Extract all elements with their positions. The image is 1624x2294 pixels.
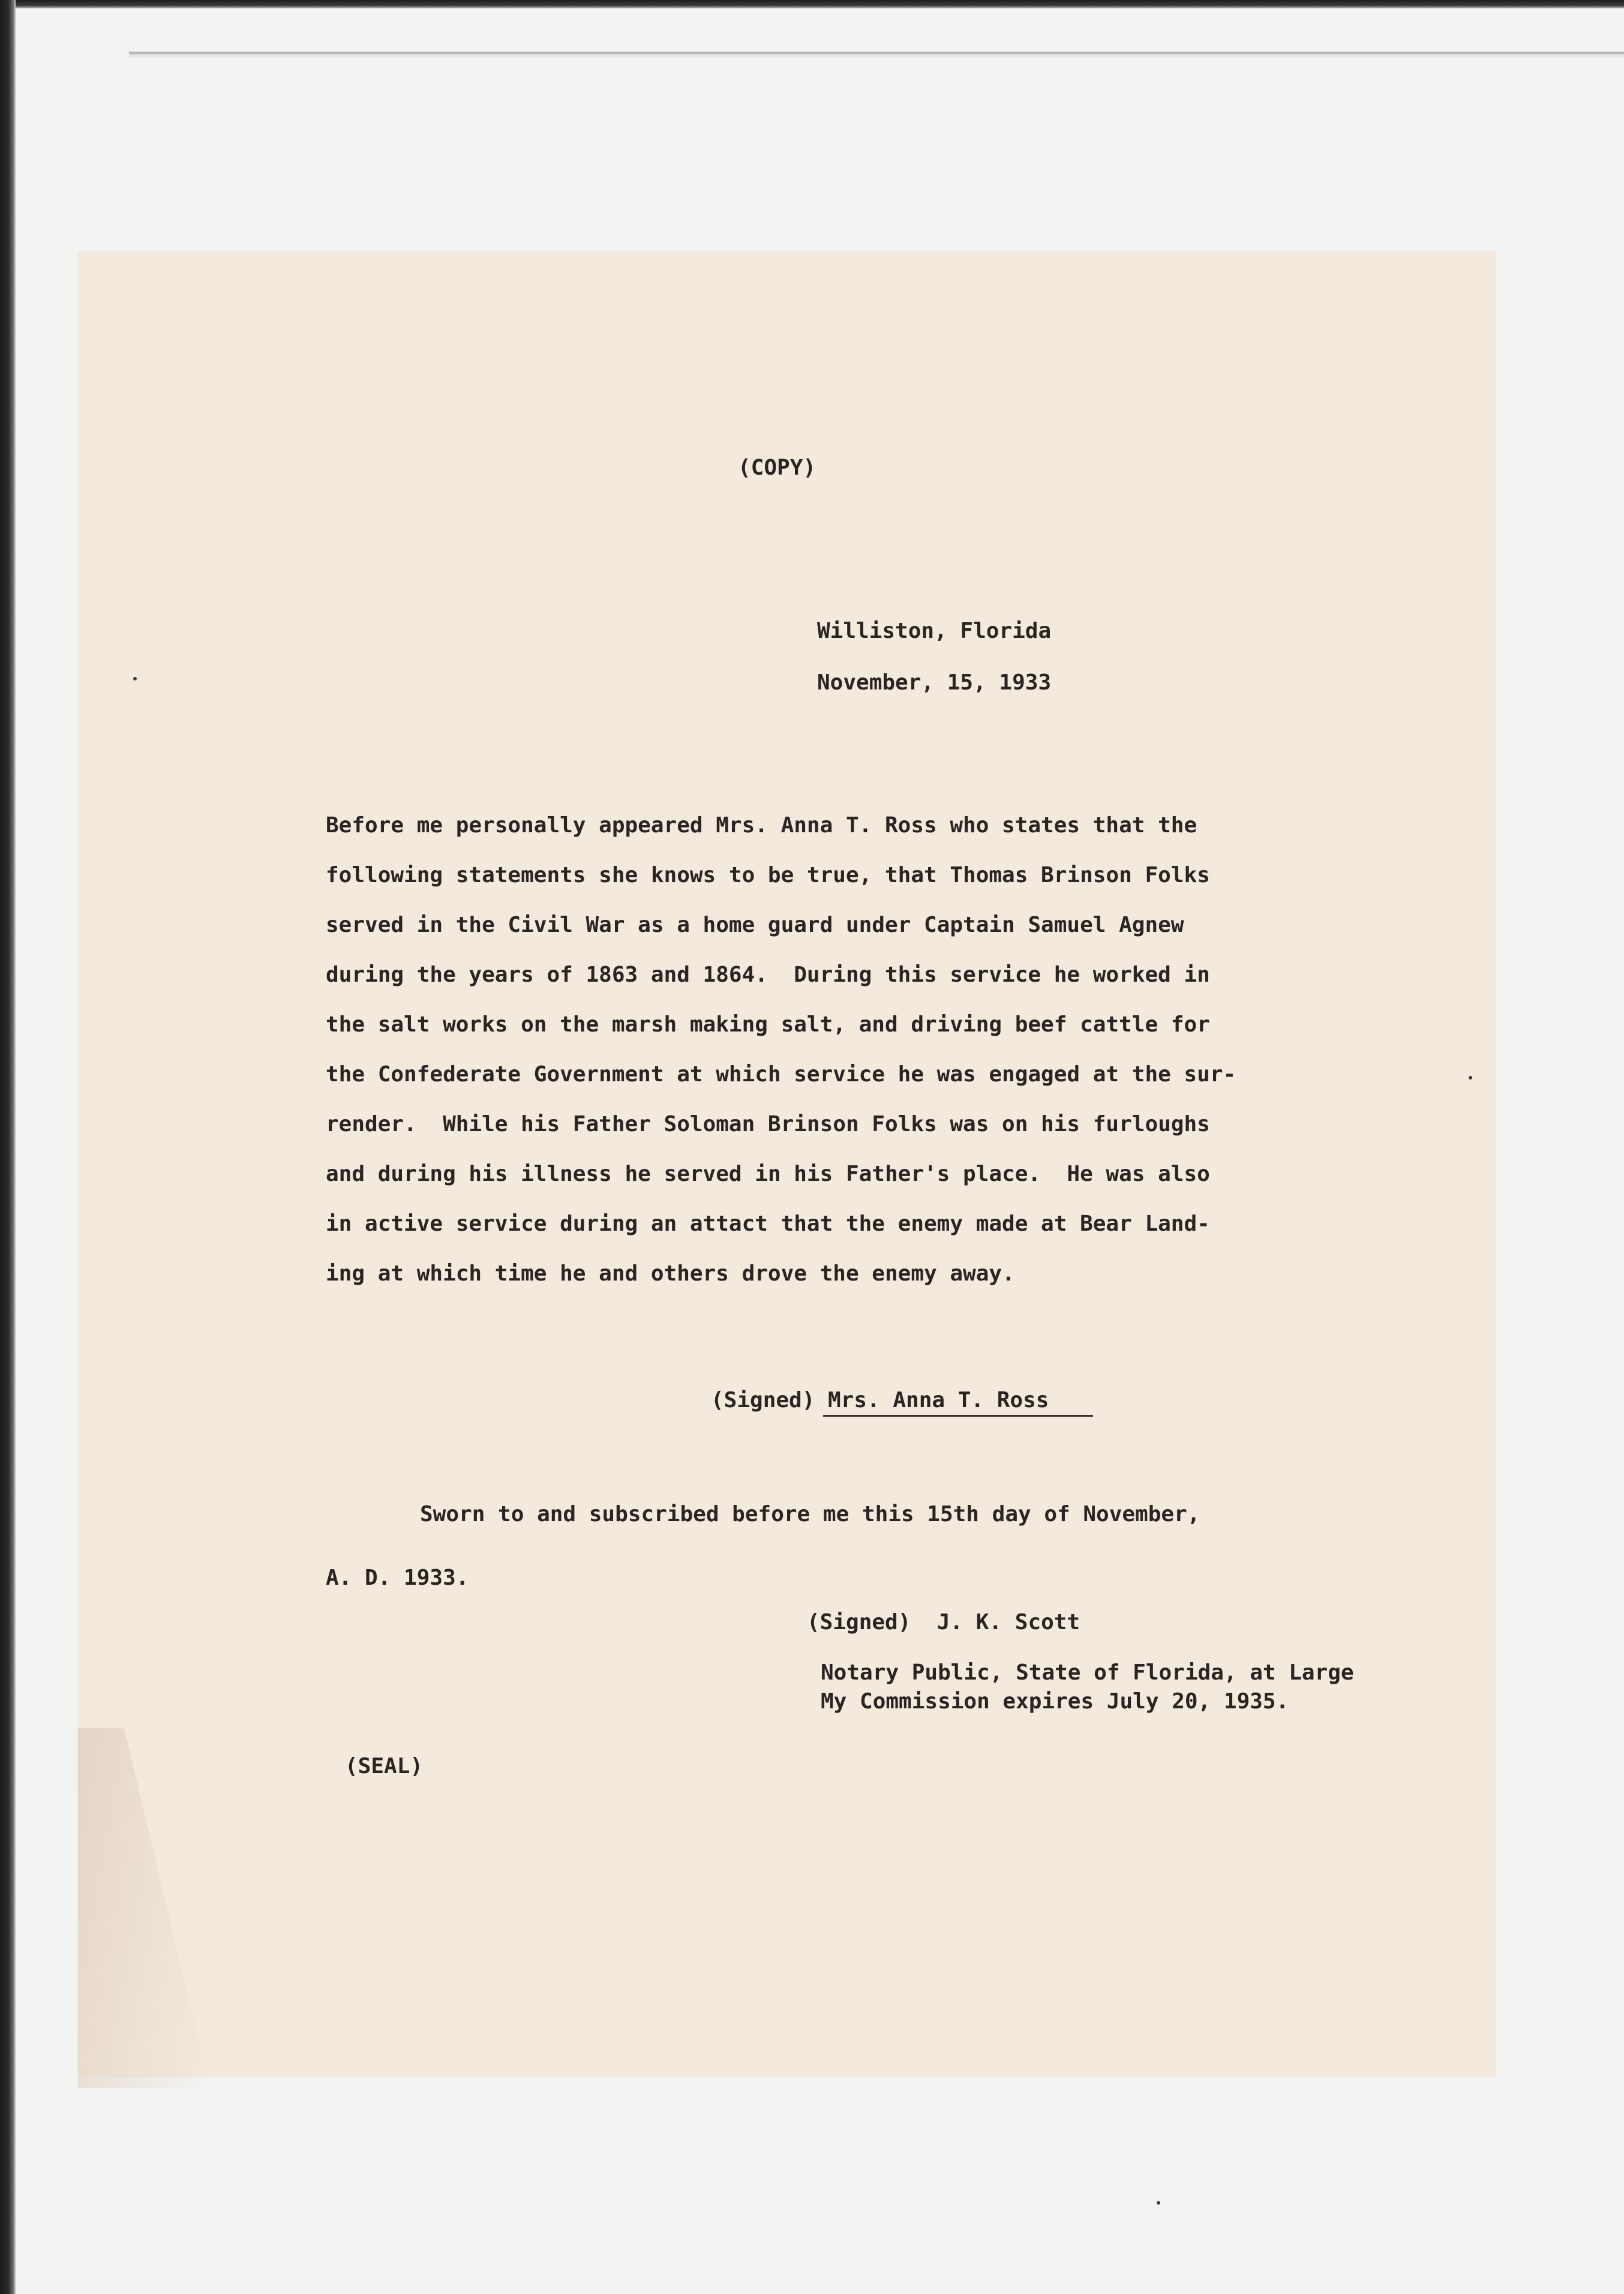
- body-line: in active service during an attact that the enemy made at Bear Land-: [326, 1212, 1210, 1236]
- notary-commission-line: My Commission expires July 20, 1935.: [821, 1689, 1289, 1714]
- body-line: the salt works on the marsh making salt, and driving beef cattle for: [326, 1012, 1210, 1037]
- body-line: during the years of 1863 and 1864. During this service he worked in: [326, 962, 1210, 987]
- body-line: ing at which time he and others drove the enemy away.: [326, 1261, 1015, 1286]
- seal-label: (SEAL): [345, 1754, 424, 1779]
- body-line: the Confederate Government at which service he was engaged at the sur-: [326, 1062, 1236, 1087]
- notary-signature: (Signed) J. K. Scott: [807, 1610, 1080, 1635]
- body-line: Before me personally appeared Mrs. Anna T. Ross who states that the: [326, 813, 1197, 838]
- body-line: following statements she knows to be true, that Thomas Brinson Folks: [326, 863, 1210, 887]
- affiant-signature-name: Mrs. Anna T. Ross: [828, 1388, 1049, 1413]
- body-line: render. While his Father Soloman Brinson Folks was on his furloughs: [326, 1112, 1210, 1136]
- scanner-left-edge: [0, 0, 16, 2294]
- place-line: Williston, Florida: [817, 619, 1052, 643]
- copy-heading: (COPY): [738, 455, 816, 480]
- sworn-statement: Sworn to and subscribed before me this 15th day of November,: [420, 1502, 1200, 1527]
- date-line: November, 15, 1933: [817, 670, 1052, 695]
- dust-speck: [1469, 1076, 1472, 1079]
- dust-speck: [1157, 2201, 1160, 2205]
- backing-sheet-shadow: [129, 54, 1624, 59]
- notary-title-line: Notary Public, State of Florida, at Large: [821, 1660, 1354, 1685]
- signed-label: (Signed): [711, 1388, 815, 1413]
- signature-underline: [823, 1415, 1093, 1417]
- body-line: served in the Civil War as a home guard under Captain Samuel Agnew: [326, 913, 1184, 937]
- dust-speck: [133, 677, 137, 680]
- scanner-top-edge: [0, 0, 1624, 8]
- body-line: and during his illness he served in his Father's place. He was also: [326, 1162, 1210, 1186]
- ad-year: A. D. 1933.: [326, 1566, 469, 1590]
